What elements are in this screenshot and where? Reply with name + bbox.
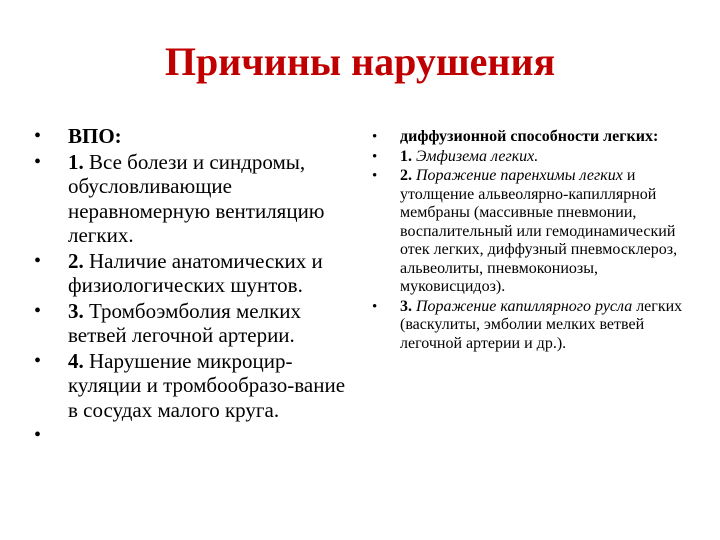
item-lead: 3.: [68, 298, 84, 323]
item-lead: ВПО:: [68, 124, 122, 148]
list-item: [34, 249, 354, 298]
list-item: [34, 299, 354, 348]
item-italic: Эмфизема легких.: [412, 147, 539, 165]
list-item: [372, 167, 702, 297]
item-lead: 3.: [400, 297, 412, 315]
list-item: [34, 124, 354, 149]
left-column-list: [34, 124, 354, 423]
item-text: Нарушение микроцир-куляции и тромбообразо-вание в сосудах малого круга.: [68, 348, 346, 422]
item-lead: 2.: [68, 248, 84, 273]
list-item: [372, 298, 702, 354]
list-item: [372, 148, 702, 167]
item-text: Наличие анатомических и физиологических шунтов.: [68, 248, 323, 297]
item-lead: 4.: [68, 348, 84, 373]
item-lead: диффузионной способности легких:: [400, 128, 659, 145]
right-column-list: [372, 128, 702, 354]
item-text: Тромбоэмболия мелких ветвей легочной артерии.: [68, 298, 302, 347]
item-text: Все болези и синдромы, обусловливающие неравномерную вентиляцию легких.: [68, 149, 325, 247]
item-lead: 1.: [68, 149, 84, 174]
item-text: и утолщение альвеолярно-капиллярной мембраны (массивные пневмонии, воспалительный или гемодинамический отек легких, диффузный пневмосклероз, альвеолиты, пневмокониозы, муковисцидоз).: [400, 167, 678, 295]
item-italic: Поражение капиллярного русла: [412, 297, 633, 315]
item-lead: 2.: [400, 167, 412, 184]
slide-title: Причины нарушения: [164, 39, 556, 84]
item-lead: 1.: [400, 147, 412, 165]
item-text: легких (васкулиты, эмболии мелких ветвей легочной артерии и др.).: [400, 297, 683, 352]
item-italic: Поражение паренхимы легких: [412, 167, 623, 184]
list-item: [372, 128, 702, 147]
list-item: [34, 349, 354, 423]
list-item: [34, 150, 354, 248]
